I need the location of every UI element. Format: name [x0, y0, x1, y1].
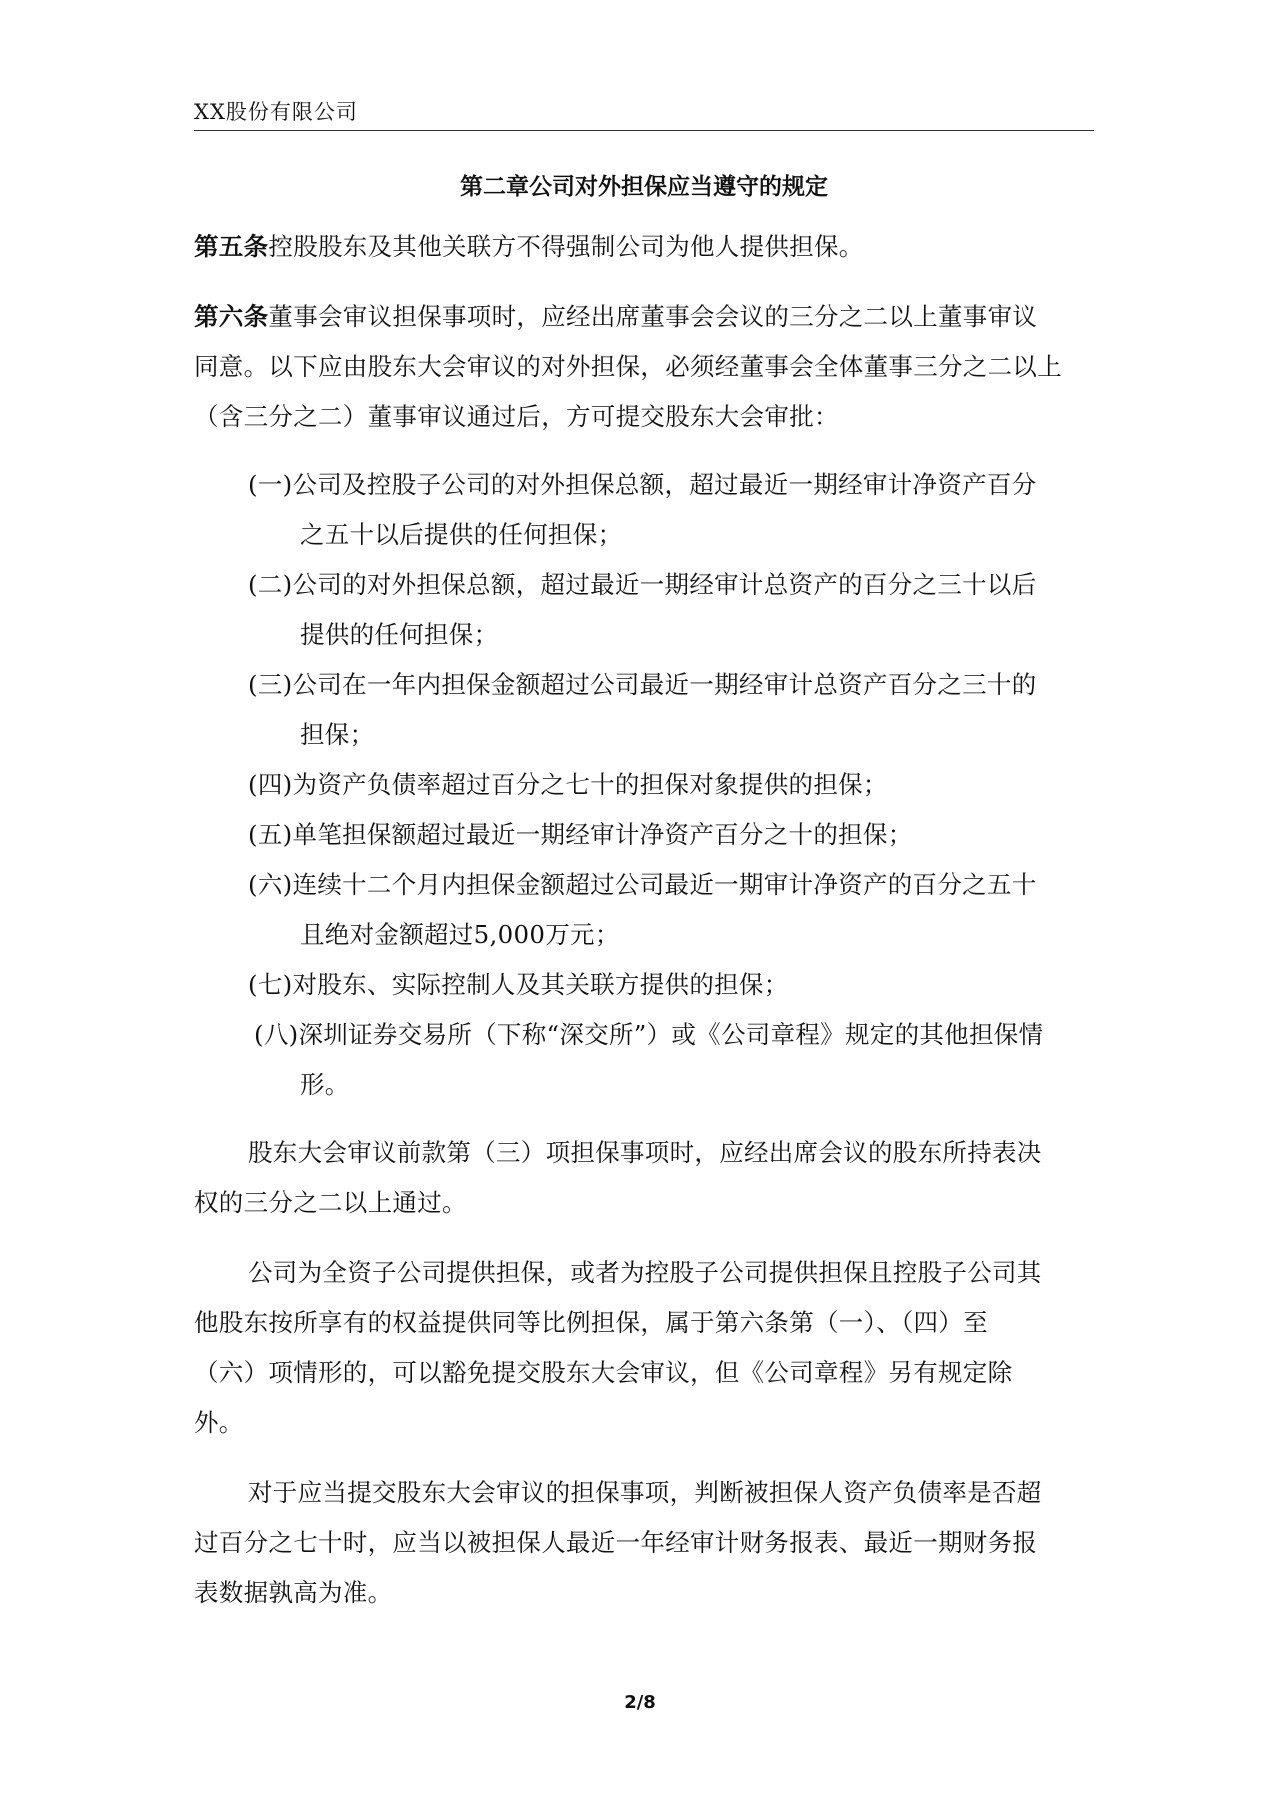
- item-marker: (五): [248, 820, 293, 849]
- paragraph-line: 过百分之七十时，应当以被担保人最近一年经审计财务报表、最近一期财务报: [194, 1528, 1038, 1557]
- item-marker: (四): [248, 770, 293, 799]
- list-item: (五)单笔担保额超过最近一期经审计净资产百分之十的担保；: [248, 820, 913, 849]
- paragraph-line: 股东大会审议前款第（三）项担保事项时，应经出席会议的股东所持表决: [248, 1138, 1042, 1167]
- item-marker: (七): [248, 970, 293, 999]
- paragraph-line: 表数据孰高为准。: [194, 1578, 393, 1607]
- list-item: (八)深圳证券交易所（下称“深交所”）或《公司章程》规定的其他担保情: [254, 1020, 1044, 1049]
- list-item-continuation: 担保；: [300, 720, 375, 749]
- article-5: [194, 228, 864, 263]
- paragraph-line: 对于应当提交股东大会审议的担保事项，判断被担保人资产负债率是否超: [248, 1478, 1042, 1507]
- list-item-continuation: 且绝对金额超过5,000万元；: [300, 920, 620, 949]
- list-item-continuation: 之五十以后提供的任何担保；: [300, 520, 623, 549]
- header-divider: [194, 130, 1094, 131]
- item-marker: (一): [248, 470, 293, 499]
- list-item: (一)公司及控股子公司的对外担保总额，超过最近一期经审计净资产百分: [248, 470, 1037, 499]
- item-marker: (八): [254, 1020, 299, 1049]
- list-item: (六)连续十二个月内担保金额超过公司最近一期审计净资产的百分之五十: [248, 870, 1037, 899]
- article-6-line: （含三分之二）董事审议通过后，方可提交股东大会审批：: [194, 402, 839, 431]
- article-6-line: 第六条董事会审议担保事项时，应经出席董事会会议的三分之二以上董事审议: [194, 302, 1038, 331]
- list-item-continuation: 提供的任何担保；: [300, 620, 499, 649]
- paragraph-line: 权的三分之二以上通过。: [194, 1188, 467, 1217]
- article-5-heading: 第五条: [194, 232, 269, 261]
- list-item: (三)公司在一年内担保金额超过公司最近一期经审计总资产百分之三十的: [248, 670, 1037, 699]
- paragraph-line: 外。: [194, 1408, 244, 1437]
- article-5-text: 控股股东及其他关联方不得强制公司为他人提供担保。: [268, 232, 864, 261]
- list-item: (七)对股东、实际控制人及其关联方提供的担保；: [248, 970, 789, 999]
- page-number: 2/8: [624, 1692, 656, 1713]
- article-6-line: 同意。以下应由股东大会审议的对外担保，必须经董事会全体董事三分之二以上: [194, 352, 1062, 381]
- item-marker: (二): [248, 570, 293, 599]
- paragraph-line: 他股东按所享有的权益提供同等比例担保，属于第六条第（一）、（四）至: [194, 1308, 988, 1337]
- item-marker: (三): [248, 670, 293, 699]
- list-item: (二)公司的对外担保总额，超过最近一期经审计总资产的百分之三十以后: [248, 570, 1037, 599]
- chapter-title: 第二章公司对外担保应当遵守的规定: [460, 174, 828, 200]
- list-item-continuation: 形。: [300, 1070, 350, 1099]
- article-6-heading: 第六条: [194, 302, 269, 331]
- item-marker: (六): [248, 870, 293, 899]
- company-name: XX股份有限公司: [194, 100, 358, 124]
- list-item: (四)为资产负债率超过百分之七十的担保对象提供的担保；: [248, 770, 888, 799]
- paragraph-line: （六）项情形的，可以豁免提交股东大会审议，但《公司章程》另有规定除: [194, 1358, 1013, 1387]
- paragraph-line: 公司为全资子公司提供担保，或者为控股子公司提供担保且控股子公司其: [248, 1258, 1042, 1287]
